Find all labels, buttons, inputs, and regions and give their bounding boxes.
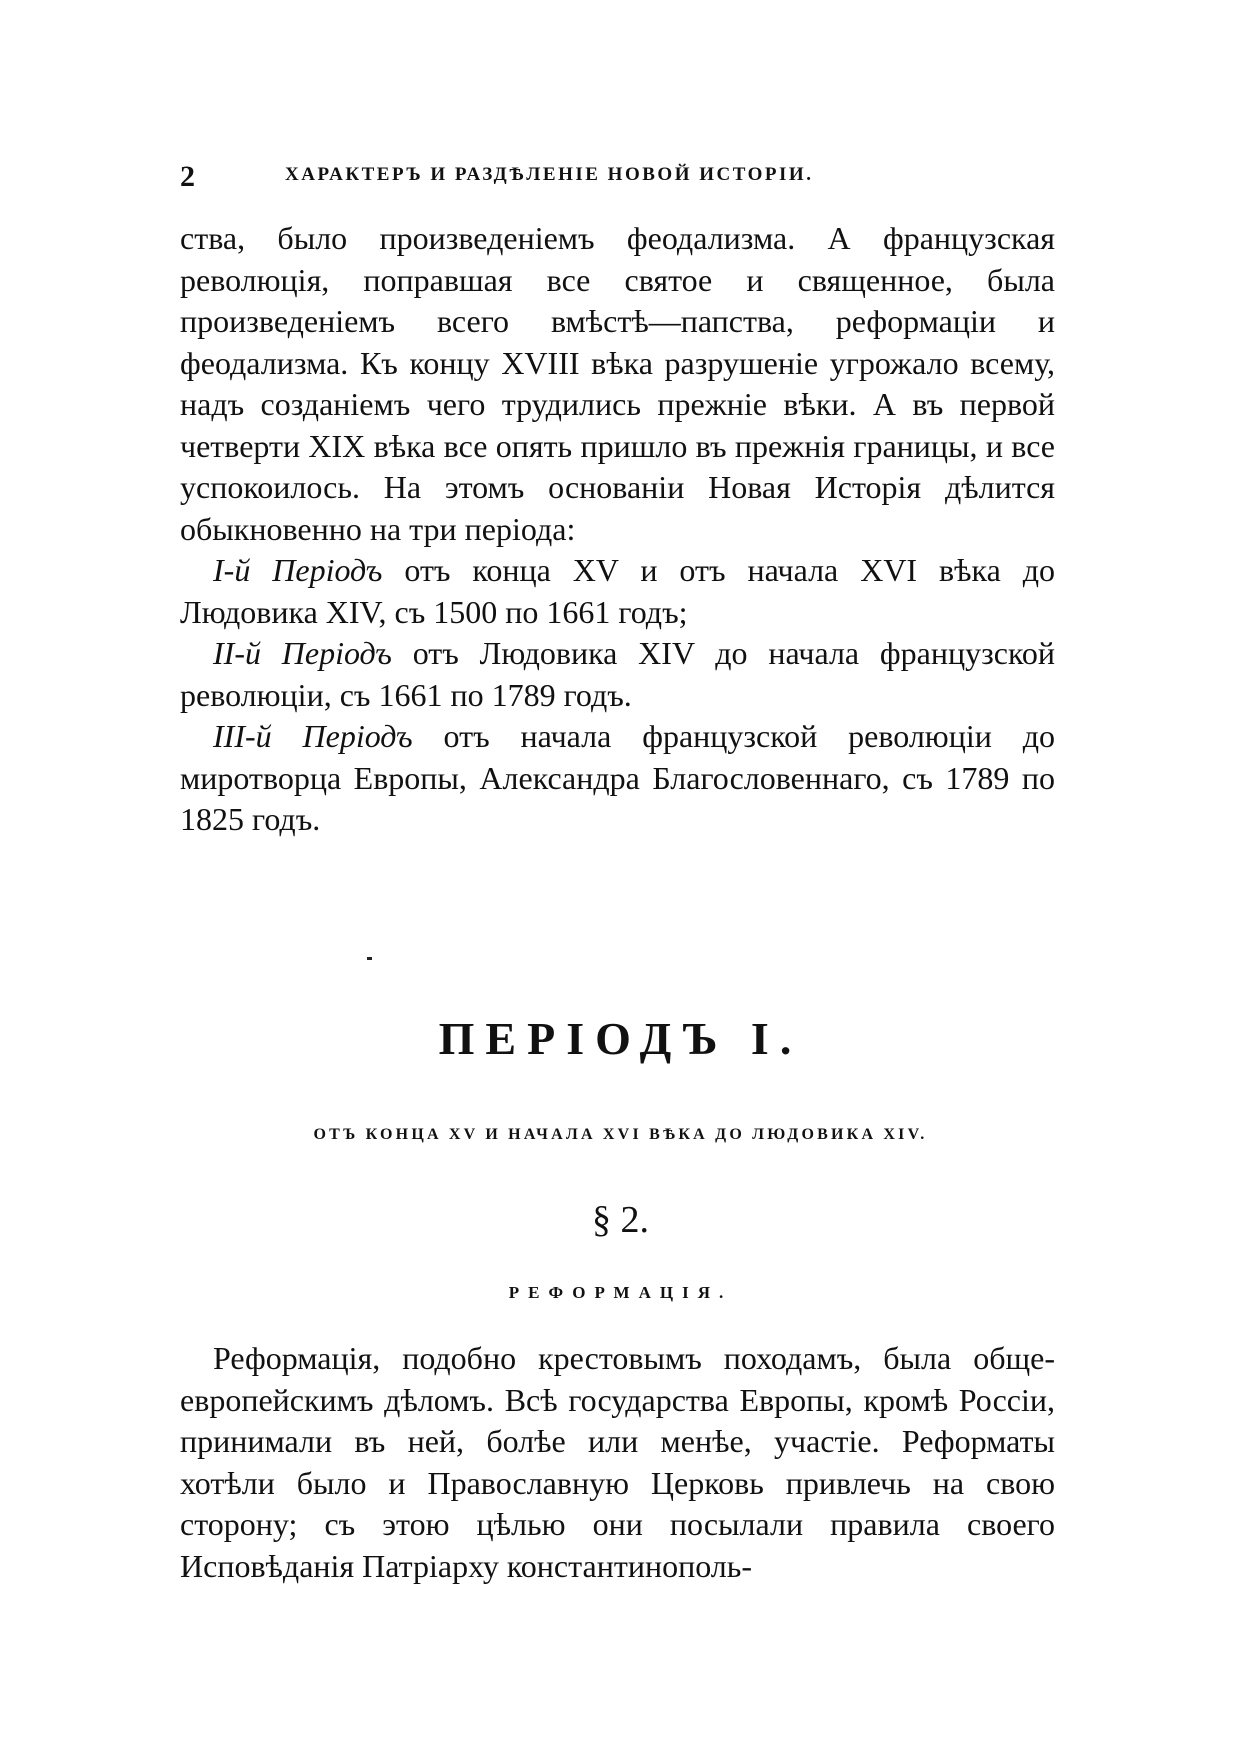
period-1-name: I-й Періодъ xyxy=(213,552,383,588)
page-number: 2 xyxy=(180,160,195,193)
chapter-title: РЕФОРМАЦІЯ. xyxy=(508,1283,733,1302)
period-1-text: отъ конца XV и отъ начала XVI вѣка до Людовика XIV, съ 1500 по 1661 годъ; xyxy=(180,552,1056,630)
paragraph-mark: § 2. xyxy=(592,1199,649,1241)
period-3-line xyxy=(180,716,1055,841)
running-title: ХАРАКТЕРЪ И РАЗДѢЛЕНІЕ НОВОЙ ИСТОРІИ. xyxy=(285,164,814,185)
period-2-text: отъ Людовика XIV до начала французской революціи, съ 1661 по 1789 годъ. xyxy=(180,635,1056,713)
period-2-name: II-й Періодъ xyxy=(213,635,392,671)
period-3-name: III-й Періодъ xyxy=(213,718,413,754)
period-1-line xyxy=(180,550,1055,633)
intro-paragraph: ства, было произведеніемъ феодализма. А французская революція, поправшая все святое и священное, была произведеніемъ всего вмѣстѣ—папства, реформаціи и феодализма. Къ концу XVIII вѣка разрушеніе угрожало всему, надъ созданіемъ чего трудились прежніе вѣки. А въ первой четверти XIX вѣка все опять пришло въ прежнія границы, и все успокоилось. На этомъ основаніи Новая Исторія дѣлится обыкновенно на три періода: xyxy=(180,220,1055,547)
body-paragraph: Реформація, подобно крестовымъ походамъ, была обще-европейскимъ дѣломъ. Всѣ государства Европы, кромѣ Россіи, принимали въ ней, болѣе или менѣе, участіе. Реформаты хотѣли было и Православную Церковь привлечь на свою сторону; съ этою цѣлью они посылали правила своего Исповѣданія Патріарху константинополь- xyxy=(180,1340,1055,1584)
section-subtitle: ОТЪ КОНЦА XV И НАЧАЛА XVI ВѢКА ДО ЛЮДОВИКА XIV. xyxy=(313,1126,928,1143)
section-title: ПЕРІОДЪ I. xyxy=(438,1013,803,1064)
period-3-text: отъ начала французской революціи до миротворца Европы, Александра Благословеннаго, съ 1789 по 1825 годъ. xyxy=(180,718,1056,837)
period-2-line xyxy=(180,633,1055,716)
intro-text xyxy=(180,218,1055,841)
ornament-dot xyxy=(367,957,372,960)
running-head xyxy=(180,160,1060,193)
body-text xyxy=(180,1338,1055,1587)
